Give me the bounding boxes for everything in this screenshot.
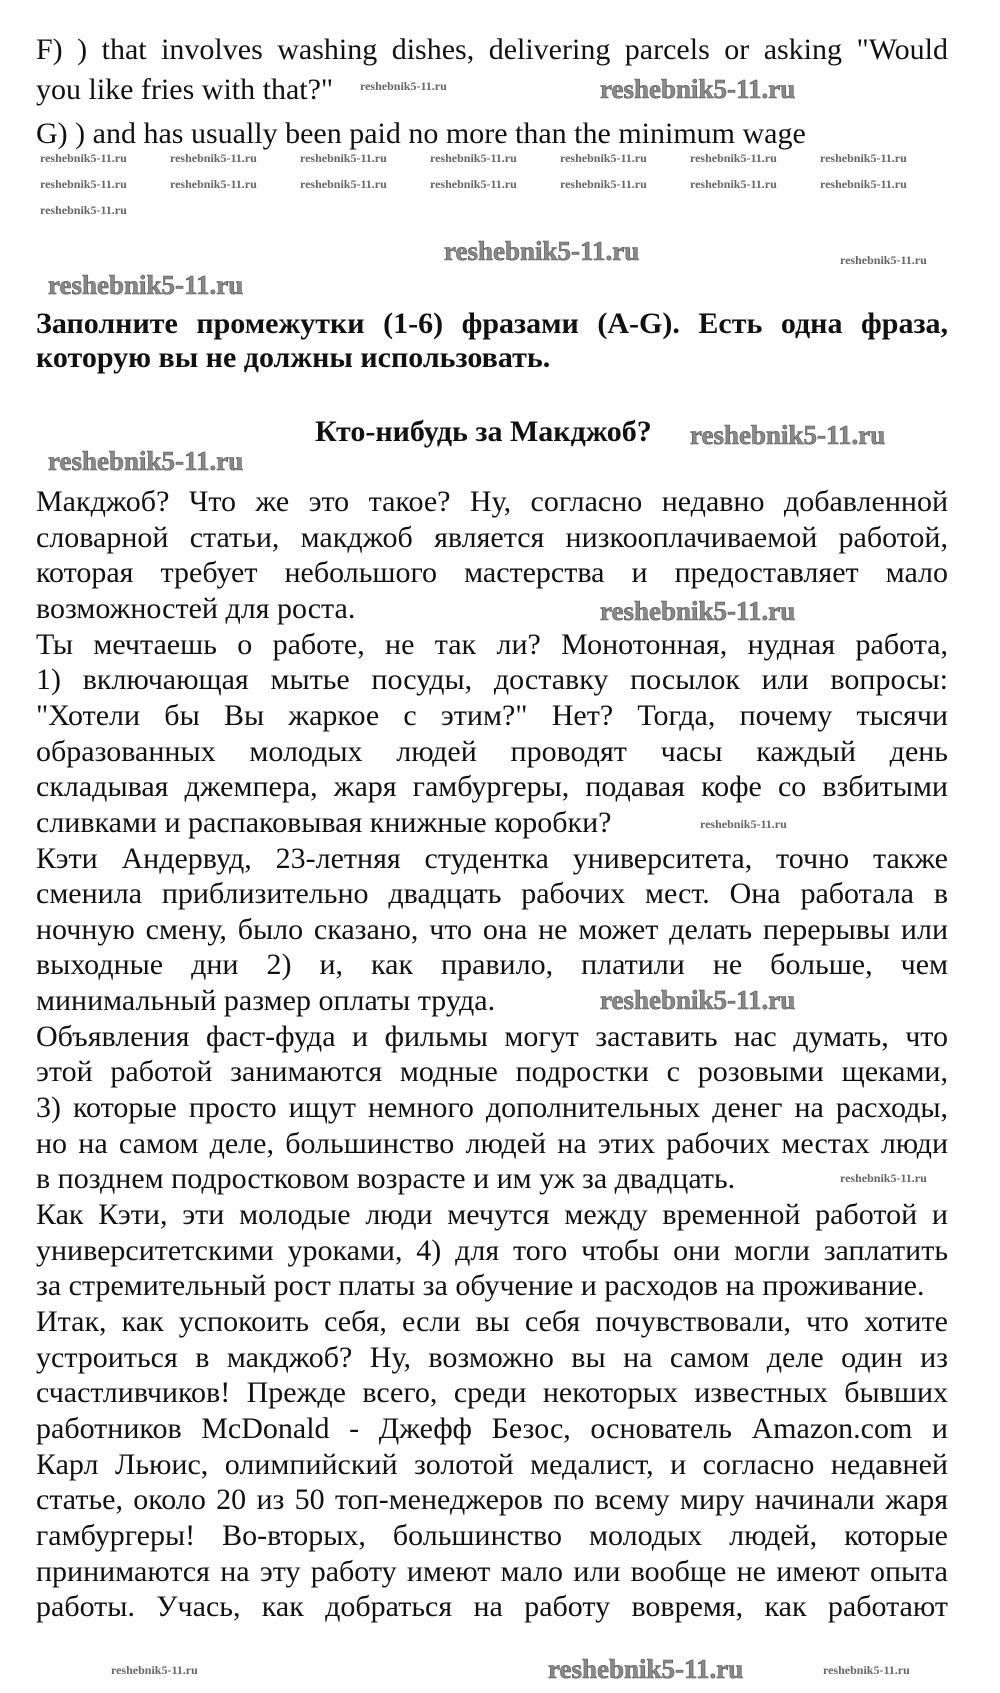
watermark: reshebnik5-11.ru xyxy=(48,270,244,300)
watermark: reshebnik5-11.ru xyxy=(820,151,907,165)
paragraph-line: но на самом деле, большинство людей на этих рабочих местах люди xyxy=(36,1126,948,1160)
instruction-line-1: Заполните промежутки (1-6) фразами (A-G). Есть одна фраза, xyxy=(36,307,948,340)
paragraph-line: минимальный размер оплаты труда. xyxy=(36,984,496,1018)
paragraph-line: 1) включающая мытье посуды, доставку посылок или вопросы: xyxy=(36,663,948,697)
watermark: reshebnik5-11.ru xyxy=(40,203,127,217)
watermark: reshebnik5-11.ru xyxy=(111,1663,198,1677)
watermark: reshebnik5-11.ru xyxy=(300,177,387,191)
paragraph-line: Объявления фаст-фуда и фильмы могут заставить нас думать, что xyxy=(36,1019,948,1053)
watermark: reshebnik5-11.ru xyxy=(690,420,886,450)
paragraph-line: возможностей для роста. xyxy=(36,591,356,625)
watermark: reshebnik5-11.ru xyxy=(40,177,127,191)
paragraph-line: "Хотели бы Вы жаркое с этим?" Нет? Тогда, почему тысячи xyxy=(36,698,948,732)
paragraph-line: ночную смену, было сказано, что она не может делать перерывы или xyxy=(36,912,948,946)
watermark: reshebnik5-11.ru xyxy=(840,1171,927,1185)
paragraph-line: университетскими уроками, 4) для того чтобы они могли заплатить xyxy=(36,1233,948,1267)
watermark: reshebnik5-11.ru xyxy=(700,817,787,831)
paragraph-line: словарной статьи, макджоб является низкооплачиваемой работой, xyxy=(36,520,948,554)
paragraph-line: статье, около 20 из 50 топ-менеджеров по всему миру начинали жаря xyxy=(36,1483,948,1517)
option-g: G) ) and has usually been paid no more than the minimum wage xyxy=(36,117,806,150)
watermark: reshebnik5-11.ru xyxy=(840,253,927,267)
watermark: reshebnik5-11.ru xyxy=(48,446,244,476)
watermark: reshebnik5-11.ru xyxy=(430,151,517,165)
watermark: reshebnik5-11.ru xyxy=(300,151,387,165)
watermark: reshebnik5-11.ru xyxy=(360,79,447,93)
paragraph-line: в позднем подростковом возрасте и им уж за двадцать. xyxy=(36,1162,736,1196)
paragraph-line: Макджоб? Что же это такое? Ну, согласно недавно добавленной xyxy=(36,485,948,518)
paragraph-line: Карл Льюис, олимпийский золотой медалист, и согласно недавней xyxy=(36,1447,948,1481)
watermark: reshebnik5-11.ru xyxy=(600,596,796,626)
paragraph-line: выходные дни 2) и, как правило, платили не больше, чем xyxy=(36,948,948,982)
paragraph-line: Итак, как успокоить себя, если вы себя почувствовали, что хотите xyxy=(36,1304,948,1338)
paragraph-line: работы. Учась, как добраться на работу вовремя, как работают xyxy=(36,1590,948,1624)
watermark: reshebnik5-11.ru xyxy=(170,177,257,191)
watermark: reshebnik5-11.ru xyxy=(170,151,257,165)
paragraph-line: складывая джемпера, жаря гамбургеры, подавая кофе со взбитыми xyxy=(36,770,948,804)
article-title: Кто-нибудь за Макджоб? xyxy=(315,415,652,448)
watermark: reshebnik5-11.ru xyxy=(823,1663,910,1677)
paragraph-line: гамбургеры! Во-вторых, большинство молодых людей, которые xyxy=(36,1518,948,1552)
paragraph-line: счастливчиков! Прежде всего, среди некоторых известных бывших xyxy=(36,1376,948,1410)
paragraph-line: устроиться в макджоб? Ну, возможно вы на самом деле один из xyxy=(36,1340,948,1374)
paragraph-line: 3) которые просто ищут немного дополнительных денег на расходы, xyxy=(36,1091,948,1125)
watermark: reshebnik5-11.ru xyxy=(430,177,517,191)
watermark: reshebnik5-11.ru xyxy=(600,985,796,1015)
watermark: reshebnik5-11.ru xyxy=(690,151,777,165)
option-f-line-2: you like fries with that?" xyxy=(36,73,334,106)
watermark: reshebnik5-11.ru xyxy=(548,1654,744,1684)
instruction-line-2: которую вы не должны использовать. xyxy=(36,341,551,374)
watermark: reshebnik5-11.ru xyxy=(690,177,777,191)
watermark: reshebnik5-11.ru xyxy=(560,177,647,191)
paragraph-line: этой работой занимаются модные подростки с розовыми щеками, xyxy=(36,1055,948,1089)
watermark: reshebnik5-11.ru xyxy=(600,74,796,104)
watermark: reshebnik5-11.ru xyxy=(40,151,127,165)
paragraph-line: сливками и распаковывая книжные коробки? xyxy=(36,805,612,839)
paragraph-line: которая требует небольшого мастерства и предоставляет мало xyxy=(36,556,948,590)
watermark: reshebnik5-11.ru xyxy=(560,151,647,165)
paragraph-line: за стремительный рост платы за обучение и расходов на проживание. xyxy=(36,1269,925,1303)
option-f-line-1: F) ) that involves washing dishes, delivering parcels or asking "Would xyxy=(36,33,948,66)
paragraph-line: Ты мечтаешь о работе, не так ли? Монотонная, нудная работа, xyxy=(36,627,948,661)
paragraph-line: принимаются на эту работу имеют мало или вообще не имеют опыта xyxy=(36,1554,948,1588)
paragraph-line: образованных молодых людей проводят часы каждый день xyxy=(36,734,948,768)
watermark: reshebnik5-11.ru xyxy=(820,177,907,191)
paragraph-line: сменила приблизительно двадцать рабочих мест. Она работала в xyxy=(36,877,948,911)
paragraph-line: Кэти Андервуд, 23-летняя студентка университета, точно также xyxy=(36,841,948,875)
paragraph-line: работников McDonald - Джефф Безос, основатель Amazon.com и xyxy=(36,1411,948,1445)
paragraph-line: Как Кэти, эти молодые люди мечутся между временной работой и xyxy=(36,1198,948,1231)
watermark: reshebnik5-11.ru xyxy=(444,236,640,266)
